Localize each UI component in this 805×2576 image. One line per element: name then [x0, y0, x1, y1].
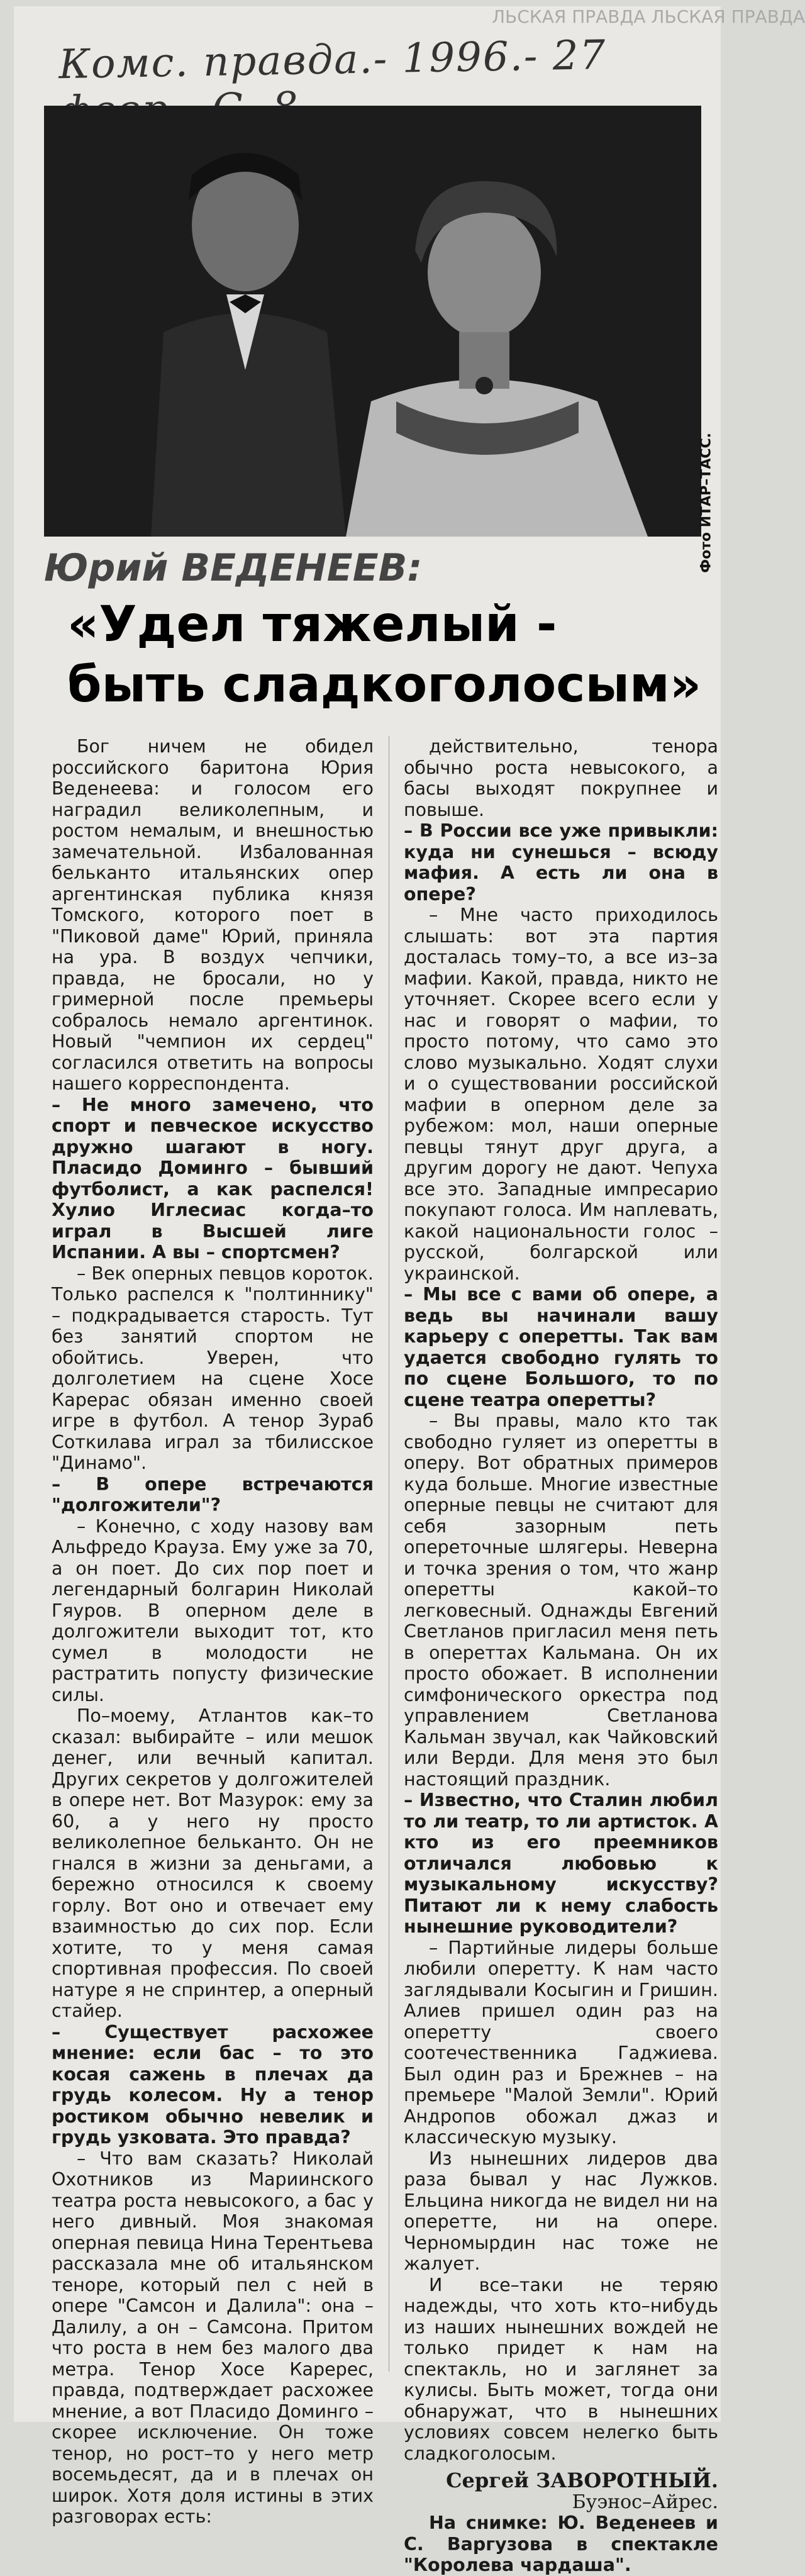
- paragraph: Из нынешних лидеров два раза бывал у нас Лужков. Ельцина никогда не видел ни на оперетте, ни на опере. Черномырдин нас тоже не жалует.: [404, 2148, 718, 2274]
- author-signature: Сергей ЗАВОРОТНЫЙ.: [446, 2468, 718, 2492]
- masthead-fragment: ЛЬСКАЯ ПРАВДА ЛЬСКАЯ ПРАВДА: [492, 6, 805, 27]
- photo-caption: На снимке: Ю. Веденеев и С. Варгузова в спектакле "Королева чардаша".: [404, 2512, 718, 2575]
- left-column: [52, 736, 374, 2528]
- photo-credit: Фото ИТАР–ТАСС.: [699, 433, 714, 573]
- question: – В России все уже привыкли: куда ни сунешься – всюду мафия. А есть ли она в опере?: [404, 820, 718, 905]
- question: – Мы все с вами об опере, а ведь вы начинали вашу карьеру с оперетты. Так вам удается свободно гулять то по сцене Большого, то по сцене театра оперетты?: [404, 1284, 718, 1410]
- paragraph: действительно, тенора обычно роста невысокого, а басы выходят покрупнее и повыше.: [404, 736, 718, 820]
- question: – Не много замечено, что спорт и певческое искусство дружно шагают в ногу. Пласидо Доминго – бывший футболист, а как распелся! Хулио Иглесиас когда–то играл в Высшей лиге Испании. А вы – спортсмен?: [52, 1094, 374, 1263]
- photo-illustration: [44, 106, 701, 537]
- newspaper-clipping: [14, 6, 805, 2575]
- paragraph: – Партийные лидеры больше любили оперетту. К нам часто заглядывали Косыгин и Гришин. Алиев пришел один раз на оперетту своего соотечественника Гаджиева. Был один раз и Брежнев – на премьере "Малой Земли". Юрий Андропов обожал джаз и классическую музыку.: [404, 1937, 718, 2148]
- paragraph: По–моему, Атлантов как–то сказал: выбирайте – или мешок денег, или вечный капитал. Других секретов у долгожителей в опере нет. Вот Мазурок: ему за 60, а у него ну просто великолепное бельканто. Он не гнался в жизни за деньгами, а бережно относился к своему горлу. Вот оно и отвечает ему взаимностью до сих пор. Если хотите, то у меня самая спортивная профессия. По своей натуре я не спринтер, а оперный стайер.: [52, 1705, 374, 2021]
- paragraph: – Вы правы, мало кто так свободно гуляет из оперетты в оперу. Вот обратных примеров куда больше. Многие известные оперные певцы не считают для себя зазорным петь опереточные шлягеры. Неверна и точка зрения о том, что жанр оперетты какой–то легковесный. Однажды Евгений Светланов пригласил меня петь в опереттах Кальмана. Он их просто обожает. В исполнении симфонического оркестра под управлением Светланова Кальман звучал, как Чайковский или Верди. Для меня это был настоящий праздник.: [404, 1410, 718, 1790]
- right-column: [404, 736, 718, 2576]
- paragraph: – Век оперных певцов короток. Только распелся к "полтиннику" – подкрадывается старость. Тут без занятий спортом не обойтись. Уверен, что долголетием на сцене Хосе Карерас обязан именно своей игре в футбол. А тенор Зураб Соткилава играл за тбилисское "Динамо".: [52, 1263, 374, 1473]
- question: – Существует расхожее мнение: если бас – то это косая сажень в плечах да грудь колесом. Ну а тенор ростиком обычно невелик и грудь узковата. Это правда?: [52, 2021, 374, 2148]
- dateline-place: Буэнос–Айрес.: [572, 2490, 718, 2513]
- paragraph: – Конечно, с ходу назову вам Альфредо Крауза. Ему уже за 70, а он поет. До сих пор поет и легендарный болгарин Николай Гяуров. В оперном деле в долгожители выходит тот, кто сумел в молодости не растратить попусту физические силы.: [52, 1515, 374, 1705]
- handwritten-citation: Комс. правда.- 1996.- 27: [58, 32, 607, 89]
- question: – В опере встречаются "долгожители"?: [52, 1473, 374, 1515]
- paragraph: Бог ничем не обидел российского баритона Юрия Веденеева: и голосом его наградил великолепным, и ростом немалым, и внешностью замечательной. Избалованная бельканто итальянских опер аргентинская публика князя Томского, которого поет в "Пиковой даме" Юрий, приняла на ура. В воздух чепчики, правда, не бросали, но у гримерной после премьеры собралось немало аргентинок. Новый "чемпион их сердец" согласился ответить на вопросы нашего корреспондента.: [52, 736, 374, 1094]
- interviewee-name: Юрий ВЕДЕНЕЕВ:: [44, 546, 423, 590]
- headline: «Удел тяжелый - быть сладкоголосым»: [67, 596, 702, 713]
- paragraph: – Мне часто приходилось слышать: вот эта партия досталась тому–то, а все из–за мафии. Какой, правда, никто не уточняет. Скорее всего если у нас и говорят о мафии, то просто потому, что само это слово музыкально. Ходят слухи и о существовании российской мафии в оперном деле за рубежом: мол, наши оперные певцы тянут друг друга, а другим дорогу не дают. Чепуха все это. Западные импресарио покупают голоса. Им наплевать, какой национальности голос – русской, болгарской или украинской.: [404, 905, 718, 1284]
- paragraph: – Что вам сказать? Николай Охотников из Мариинского театра роста невысокого, а бас у него дивный. Моя знакомая оперная певица Нина Терентьева рассказала мне об итальянском теноре, который пел с ней в опере "Самсон и Далила": она – Далилу, а он – Самсона. Притом что роста в нем без малого два метра. Тенор Хосе Каререс, правда, подтверждает расхожее мнение, а вот Пласидо Доминго – скорее исключение. Он тоже тенор, но рост–то у него метр восемьдесят, да и в плечах он широк. Хотя доля истины в этих разговорах есть:: [52, 2148, 374, 2527]
- paragraph: И все–таки не теряю надежды, что хоть кто–нибудь из наших нынешних вождей не только придет к нам на спектакль, но и заглянет за кулисы. Быть может, тогда они обнаружат, что в нынешних условиях совсем нелегко быть сладкоголосым.: [404, 2274, 718, 2464]
- question: – Известно, что Сталин любил то ли театр, то ли артисток. А кто из его преемников отличался любовью к музыкальному искусству? Питают ли к нему слабость нынешние руководители?: [404, 1790, 718, 1937]
